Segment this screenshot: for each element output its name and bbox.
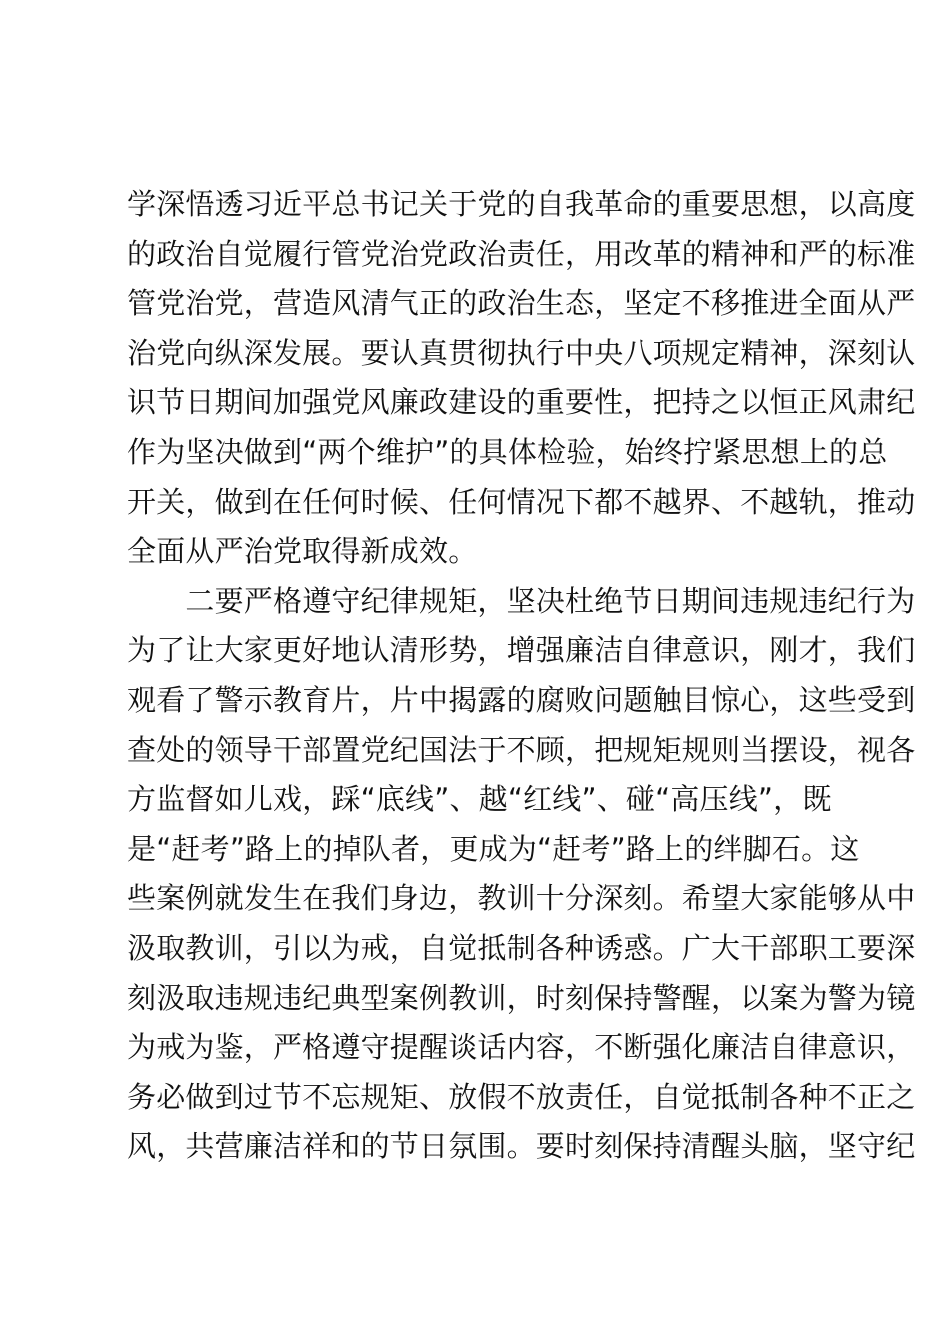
text-line: 风，共营廉洁祥和的节日氛围。要时刻保持清醒头脑，坚守纪 (127, 1129, 916, 1164)
text-line: 学深悟透习近平总书记关于党的自我革命的重要思想，以高度 (127, 187, 916, 221)
text-line: 是“赶考”路上的掉队者，更成为“赶考”路上的绊脚石。这 (127, 831, 860, 866)
text-line: 些案例就发生在我们身边，教训十分深刻。希望大家能够从中 (127, 881, 916, 916)
text-line: 作为坚决做到“两个维护”的具体检验，始终拧紧思想上的总 (127, 434, 888, 469)
body-text (127, 180, 916, 1172)
text-line: 识节日期间加强党风廉政建设的重要性，把持之以恒正风肃纪 (127, 385, 916, 420)
text-line: 观看了警示教育片，片中揭露的腐败问题触目惊心，这些受到 (127, 682, 916, 717)
text-line: 为戒为鉴，严格遵守提醒谈话内容，不断强化廉洁自律意识， (127, 1030, 916, 1065)
text-line: 治党向纵深发展。要认真贯彻执行中央八项规定精神，深刻认 (127, 335, 916, 370)
text-line: 务必做到过节不忘规矩、放假不放责任，自觉抵制各种不正之 (127, 1079, 916, 1114)
text-line: 汲取教训，引以为戒，自觉抵制各种诱惑。广大干部职工要深 (127, 930, 916, 965)
text-line: 开关，做到在任何时候、任何情况下都不越界、不越轨，推动 (127, 484, 916, 519)
text-line: 方监督如儿戏，踩“底线”、越“红线”、碰“高压线”，既 (127, 782, 832, 817)
text-line: 管党治党，营造风清气正的政治生态，坚定不移推进全面从严 (127, 286, 916, 321)
text-line: 为了让大家更好地认清形势，增强廉洁自律意识，刚才，我们 (127, 633, 916, 668)
section-heading-line: 二要严格遵守纪律规矩，坚决杜绝节日期间违规违纪行为 (127, 583, 916, 618)
text-line: 全面从严治党取得新成效。 (127, 534, 478, 569)
text-line: 的政治自觉履行管党治党政治责任，用改革的精神和严的标准 (127, 236, 916, 271)
text-line: 查处的领导干部置党纪国法于不顾，把规矩规则当摆设，视各 (127, 732, 916, 767)
text-line: 刻汲取违规违纪典型案例教训，时刻保持警醒，以案为警为镜 (127, 980, 916, 1015)
